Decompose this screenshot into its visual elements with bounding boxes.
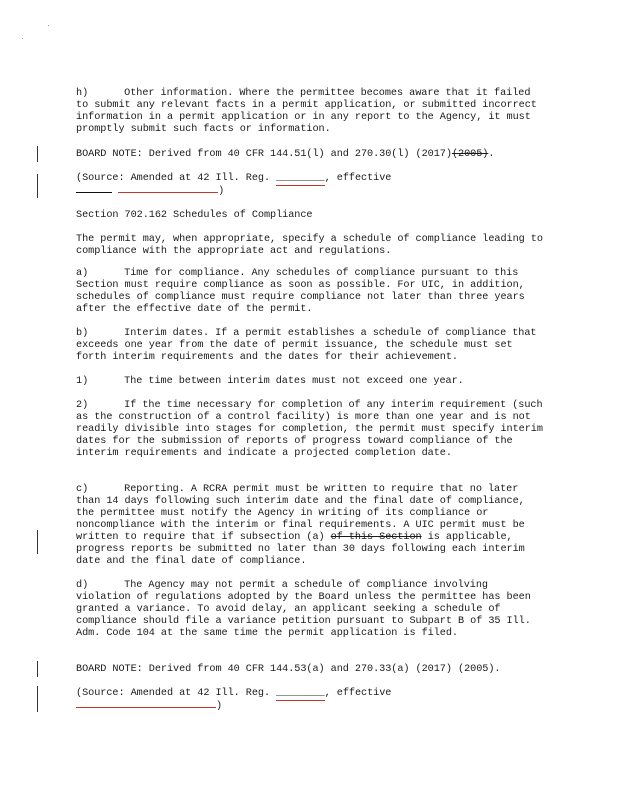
board-note-text: BOARD NOTE: Derived from 40 CFR 144.51(l) and 270.30(l) (2017) [76, 149, 452, 160]
paragraph-label: a) [76, 268, 89, 279]
paragraph-a [76, 268, 546, 316]
reg-blank: ________ [276, 688, 325, 699]
paragraph-text: If the time necessary for completion of any interim requirement (such as the construction of a control facility) is more than one year and is not readily divisible into stages for completion, the permit must specify interim dates for the submission of reports of progress toward compliance of the interim requirements and indicate a projected completion date. [76, 400, 543, 459]
board-note: BOARD NOTE: Derived from 40 CFR 144.53(a) and 270.33(a) (2017) (2005). [76, 664, 501, 675]
change-bar [37, 174, 38, 198]
scan-speck [22, 38, 23, 39]
change-bar [37, 146, 38, 162]
paragraph-text: The Agency may not permit a schedule of compliance involving violation of regulations adopted by the Board unless the permittee has been granted a variance. To avoid delay, an applicant seeking a schedule of compliance should file a variance petition pursuant to Subpart B of 35 Ill. Adm. Code 104 at the same time the permit application is filed. [76, 580, 531, 639]
paragraph-b2 [76, 400, 546, 460]
change-bar [37, 530, 38, 554]
paragraph-text: is applicable, progress reports be submitted no later than 30 days following each interim date and the final date of compliance. [76, 532, 525, 567]
source-effective: , effective [324, 688, 392, 699]
paragraph-label: h) [76, 88, 89, 99]
paragraph-text: Interim dates. If a permit establishes a schedule of compliance that exceeds one year from the date of permit issuance, the schedule must set forth interim requirements and the dates for their achievement. [76, 328, 537, 363]
date-blank [76, 707, 216, 708]
reg-blank: ________ [276, 173, 325, 184]
paragraph-text: Reporting. A RCRA permit must be written to require that no later than 14 days following such interim date and the final date of compliance, the permittee must notify the Agency in writing of its compliance or noncompliance with the interim or final requirements. A UIC permit must be written to require that if subsection (a) [76, 484, 525, 543]
date-blank [118, 192, 218, 193]
source-note [76, 173, 546, 198]
paragraph-text: Other information. Where the permittee becomes aware that it failed to submit any relevant facts in a permit application, or submitted incorrect information in a permit application or in any report to the Agency, it must promptly submit such facts or information. [76, 88, 537, 135]
paragraph-text: The time between interim dates must not exceed one year. [124, 376, 464, 387]
paragraph-label: b) [76, 328, 89, 339]
paragraph-label: d) [76, 580, 89, 591]
paragraph-b [76, 328, 546, 364]
source-note [76, 688, 546, 713]
struck-text: of this Section [330, 532, 422, 543]
source-close: ) [218, 186, 225, 197]
source-close: ) [216, 701, 223, 712]
paragraph-label: c) [76, 484, 89, 495]
paragraph-d [76, 580, 546, 640]
source-text: (Source: Amended at 42 Ill. Reg. [76, 688, 277, 699]
source-text: (Source: Amended at 42 Ill. Reg. [76, 173, 277, 184]
paragraph-label: 2) [76, 400, 89, 411]
change-bar [37, 661, 38, 677]
section-title: Section 702.162 Schedules of Compliance [76, 210, 313, 221]
board-note [76, 149, 546, 161]
section-intro: The permit may, when appropriate, specify a schedule of compliance leading to compliance with the appropriate act and regulations. [76, 234, 543, 257]
struck-text: (2005) [451, 149, 489, 160]
paragraph-text: Time for compliance. Any schedules of compliance pursuant to this Section must require compliance as soon as possible. For UIC, in addition, schedules of compliance must require compliance not later than three years after the effective date of the permit. [76, 268, 525, 315]
board-note-suffix: . [488, 149, 495, 160]
change-bar [37, 686, 38, 712]
paragraph-label: 1) [76, 376, 89, 387]
paragraph-h [76, 88, 546, 136]
scan-speck [48, 25, 49, 26]
date-blank [76, 192, 112, 193]
paragraph-b1 [76, 376, 546, 388]
paragraph-c [76, 484, 546, 568]
source-effective: , effective [324, 173, 392, 184]
